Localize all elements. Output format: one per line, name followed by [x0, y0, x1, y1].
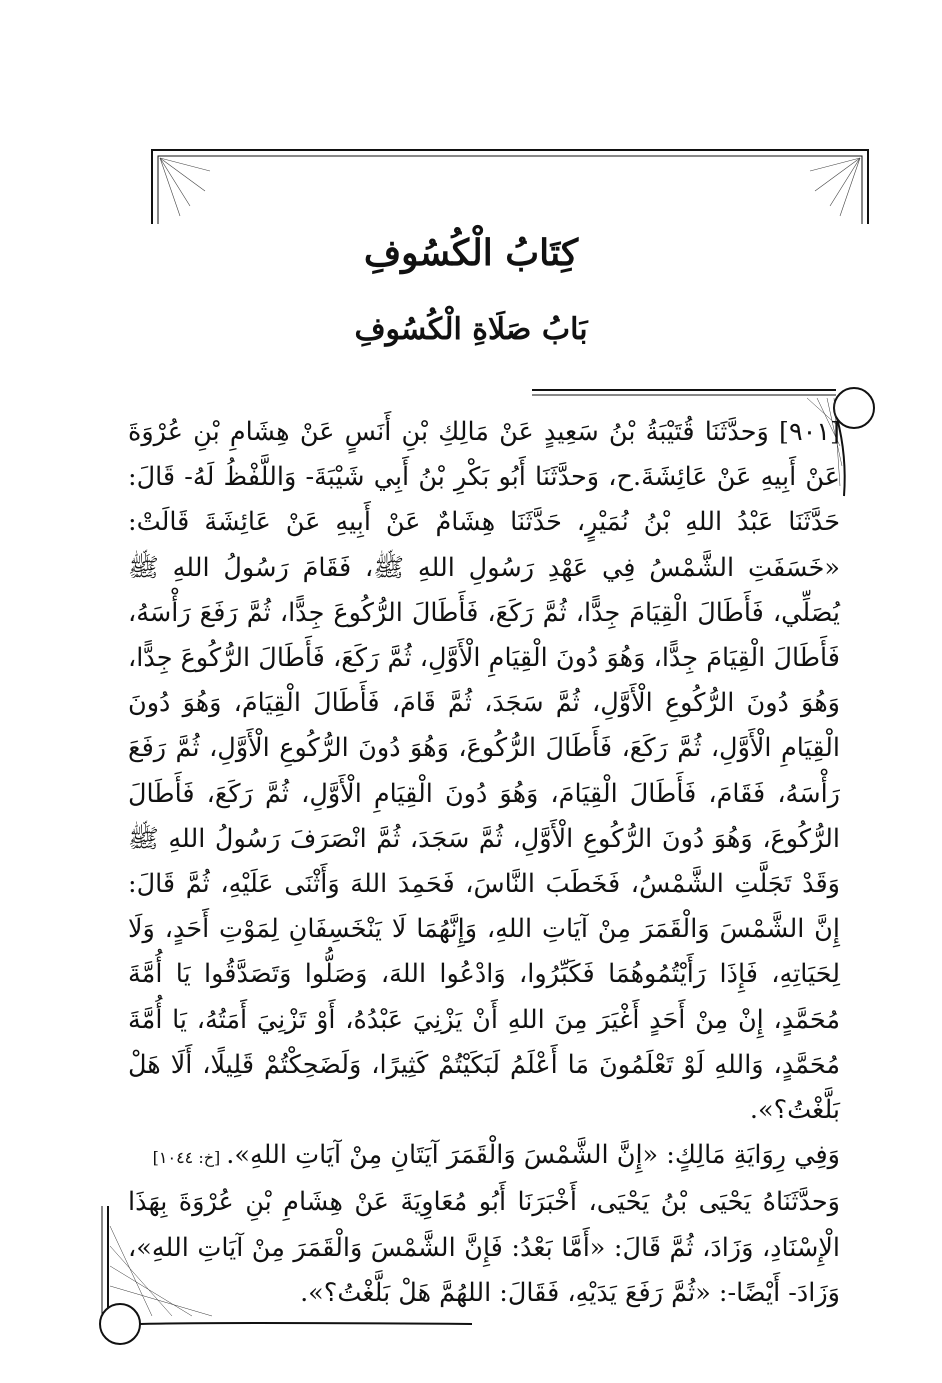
- hadith-number: [٩٠١]: [779, 417, 840, 447]
- hadith-main-text: وَحدَّثَنَا قُتَيْبَةُ بْنُ سَعِيدٍ عَنْ مَالِكِ بْنِ أَنَسٍ عَنْ هِشَامِ بْنِ عُرْوَةَ عَنْ أَبِيهِ عَنْ عَائِشَةَ.ح، وَحدَّثَنَا أَبُو بَكْرِ بْنُ أَبِي شَيْبَةَ- وَاللَّفْظُ لَهُ- قَالَ: حَدَّثَنَا عَبْدُ اللهِ بْنُ نُمَيْرٍ، حَدَّثَنَا هِشَامٌ عَنْ أَبِيهِ عَنْ عَائِشَةَ قَالَتْ: «خَسَفَتِ الشَّمْسُ فِي عَهْدِ رَسُولِ اللهِ ﷺ، فَقَامَ رَسُولُ اللهِ ﷺ يُصَلِّي، فَأَطَالَ الْقِيَامَ جِدًّا، ثُمَّ رَكَعَ، فَأَطَالَ الرُّكُوعَ جِدًّا، ثُمَّ رَفَعَ رَأْسَهُ، فَأَطَالَ الْقِيَامَ جِدًّا، وَهُوَ دُونَ الْقِيَامِ الْأَوَّلِ، ثُمَّ رَكَعَ، فَأَطَالَ الرُّكُوعَ جِدًّا، وَهُوَ دُونَ الرُّكُوعِ الْأَوَّلِ، ثُمَّ سَجَدَ، ثُمَّ قَامَ، فَأَطَالَ الْقِيَامَ، وَهُوَ دُونَ الْقِيَامِ الْأَوَّلِ، ثُمَّ رَكَعَ، فَأَطَالَ الرُّكُوعَ، وَهُوَ دُونَ الرُّكُوعِ الْأَوَّلِ، ثُمَّ رَفَعَ رَأْسَهُ، فَقَامَ، فَأَطَالَ الْقِيَامَ، وَهُوَ دُونَ الْقِيَامِ الْأَوَّلِ، ثُمَّ رَكَعَ، فَأَطَالَ الرُّكُوعَ، وَهُوَ دُونَ الرُّكُوعِ الْأَوَّلِ، ثُمَّ سَجَدَ، ثُمَّ انْصَرَفَ رَسُولُ اللهِ ﷺ وَقَدْ تَجَلَّتِ الشَّمْسُ، فَخَطَبَ النَّاسَ، فَحَمِدَ اللهَ وَأَثْنَى عَلَيْهِ، ثُمَّ قَالَ: إِنَّ الشَّمْسَ وَالْقَمَرَ مِنْ آيَاتِ اللهِ، وَإِنَّهُمَا لَا يَنْخَسِفَانِ لِمَوْتِ أَحَدٍ، وَلَا لِحَيَاتِهِ، فَإِذَا رَأَيْتُمُوهُمَا فَكَبِّرُوا، وَادْعُوا اللهَ، وَصَلُّوا وَتَصَدَّقُوا يَا أُمَّةَ مُحَمَّدٍ، إِنْ مِنْ أَحَدٍ أَغْيَرَ مِنَ اللهِ أَنْ يَزْنِيَ عَبْدُهُ، أَوْ تَزْنِيَ أَمَتُهُ، يَا أُمَّةَ مُحَمَّدٍ، وَاللهِ لَوْ تَعْلَمُونَ مَا أَعْلَمُ لَبَكَيْتُمْ كَثِيرًا، وَلَضَحِكْتُمْ قَلِيلًا، أَلَا هَلْ بَلَّغْتُ؟».: [128, 417, 840, 1126]
- malik-version-text: وَفِي رِوَايَةِ مَالِكٍ: «إِنَّ الشَّمْسَ وَالْقَمَرَ آيَتَانِ مِنْ آيَاتِ اللهِ».: [226, 1140, 840, 1171]
- book-title: كِتَابُ الْكُسُوفِ: [363, 232, 579, 274]
- hadith-text: [128, 410, 840, 1316]
- title-frame-ornament: [150, 146, 870, 226]
- bukhari-reference: [خ: ١٠٤٤]: [152, 1148, 221, 1168]
- hadith-main-paragraph: [128, 410, 840, 1133]
- chapter-title: بَابُ صَلَاةِ الْكُسُوفِ: [354, 312, 588, 347]
- second-chain-paragraph: وَحدَّثَنَاهُ يَحْيَى بْنُ يَحْيَى، أَخْبَرَنَا أَبُو مُعَاوِيَةَ عَنْ هِشَامِ بْنِ عُرْوَةَ بِهَذَا الْإِسْنَادِ، وَزَادَ، ثُمَّ قَالَ: «أَمَّا بَعْدُ: فَإِنَّ الشَّمْسَ وَالْقَمَرَ مِنْ آيَاتِ اللهِ»، وَزَادَ- أَيْضًا-: «ثُمَّ رَفَعَ يَدَيْهِ، فَقَالَ: اللهُمَّ هَلْ بَلَّغْتُ؟».: [128, 1187, 840, 1308]
- malik-version-paragraph: [128, 1133, 840, 1180]
